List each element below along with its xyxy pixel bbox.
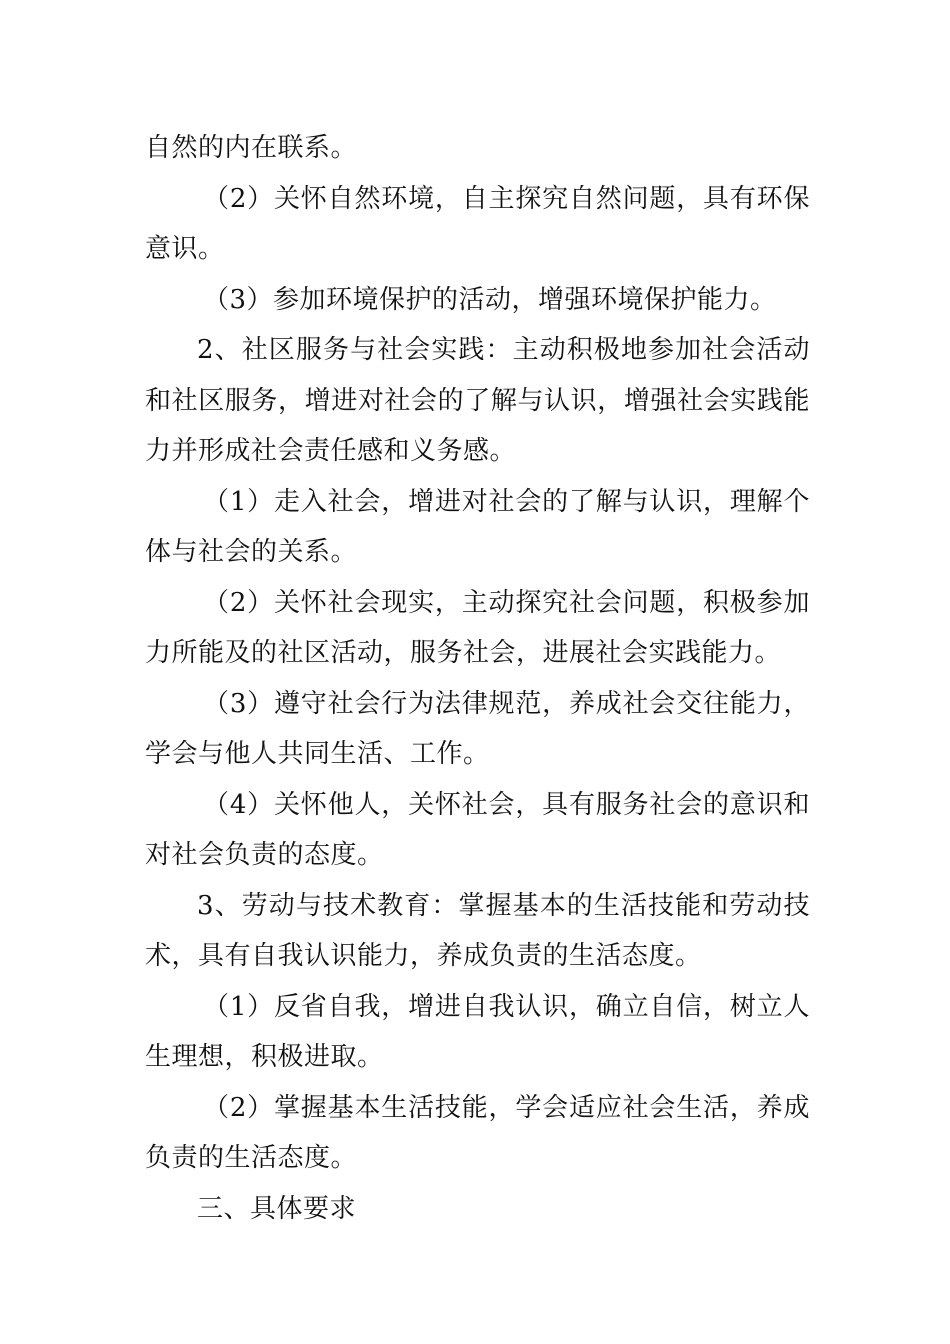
paragraph-item-self-2: （2）掌握基本生活技能，学会适应社会生活，养成负责的生活态度。 [145, 1092, 810, 1173]
paragraph-item-society-1: （1）走入社会，增进对社会的了解与认识，理解个体与社会的关系。 [145, 486, 810, 567]
paragraph-item-nature-2: （2）关怀自然环境，自主探究自然问题，具有环保意识。 [145, 183, 810, 264]
paragraph-section-labor-technology: 3、劳动与技术教育：掌握基本的生活技能和劳动技术，具有自我认识能力，养成负责的生活态度。 [145, 890, 810, 971]
paragraph-item-society-3: （3）遵守社会行为法律规范，养成社会交往能力，学会与他人共同生活、工作。 [145, 688, 810, 769]
document-body [145, 123, 810, 1234]
paragraph-continuation: 自然的内在联系。 [145, 133, 358, 163]
paragraph-item-society-4: （4）关怀他人，关怀社会，具有服务社会的意识和对社会负责的态度。 [145, 789, 810, 870]
section-heading-requirements: 三、具体要求 [197, 1193, 357, 1224]
paragraph-item-nature-3: （3）参加环境保护的活动，增强环境保护能力。 [203, 284, 777, 315]
paragraph-item-society-2: （2）关怀社会现实，主动探究社会问题，积极参加力所能及的社区活动，服务社会，进展社会实践能力。 [145, 587, 810, 668]
paragraph-item-self-1: （1）反省自我，增进自我认识，确立自信，树立人生理想，积极进取。 [145, 991, 810, 1072]
paragraph-section-community-service: 2、社区服务与社会实践：主动积极地参加社会活动和社区服务，增进对社会的了解与认识，增强社会实践能力并形成社会责任感和义务感。 [145, 335, 810, 466]
